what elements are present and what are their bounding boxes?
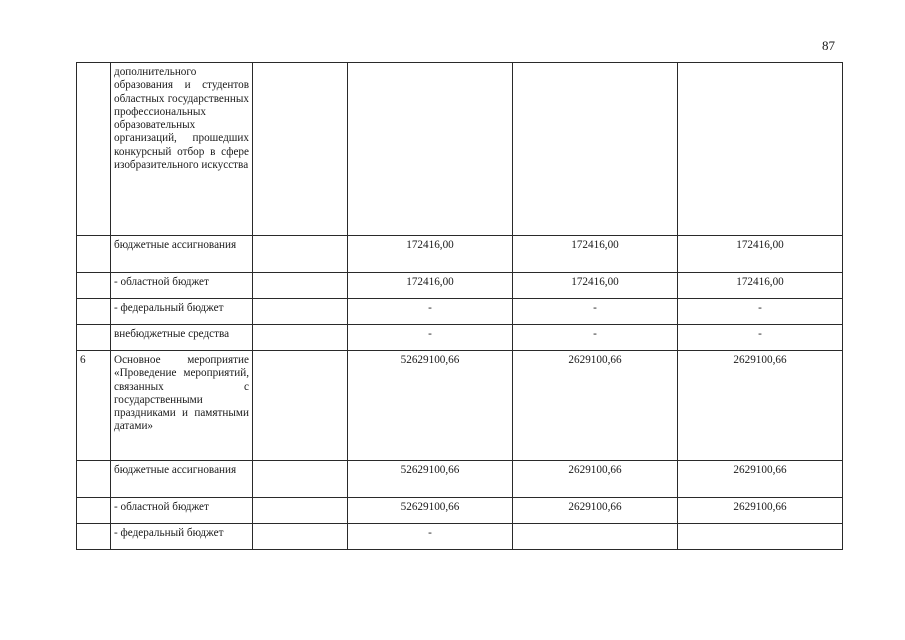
row-name-cell: [111, 351, 253, 461]
value-cell-3: -: [678, 299, 843, 325]
value-cell-1: 52629100,66: [348, 498, 513, 524]
row-name-cell: [111, 236, 253, 273]
row-number-cell: 6: [77, 351, 111, 461]
row-name-text: бюджетные ассигнования: [114, 464, 237, 476]
row-number-cell: [77, 63, 111, 236]
value-cell-2: [513, 63, 678, 236]
empty-cell: [253, 461, 348, 498]
value-cell-3: -: [678, 325, 843, 351]
row-name-cell: [111, 299, 253, 325]
table-row: [77, 351, 843, 461]
row-name-cell: [111, 63, 253, 236]
row-name-cell: [111, 325, 253, 351]
value-cell-3: 2629100,66: [678, 461, 843, 498]
empty-cell: [253, 325, 348, 351]
empty-cell: [253, 299, 348, 325]
value-cell-3: [678, 63, 843, 236]
table-row: [77, 299, 843, 325]
value-cell-2: 2629100,66: [513, 351, 678, 461]
row-name-text: - федеральный бюджет: [114, 527, 224, 539]
row-number-cell: [77, 236, 111, 273]
budget-table: [76, 62, 843, 550]
value-cell-2: [513, 524, 678, 550]
row-name-cell: [111, 524, 253, 550]
value-cell-2: -: [513, 325, 678, 351]
row-name-text: бюджетные ассигнования: [114, 239, 237, 251]
empty-cell: [253, 498, 348, 524]
empty-cell: [253, 236, 348, 273]
value-cell-2: -: [513, 299, 678, 325]
value-cell-1: -: [348, 524, 513, 550]
value-cell-1: 172416,00: [348, 273, 513, 299]
row-name-text: дополнительного образования и студентов областных государственных профессиональных образовательных организаций, прошедших конкурсный отбор в сфере изобразительного искусства: [114, 66, 249, 172]
value-cell-2: 2629100,66: [513, 498, 678, 524]
table-row: [77, 236, 843, 273]
value-cell-3: 2629100,66: [678, 498, 843, 524]
empty-cell: [253, 524, 348, 550]
row-name-text: Основное мероприятие «Проведение мероприятий, связанных с государственными праздниками и памятными датами»: [114, 354, 249, 433]
row-name-text: - федеральный бюджет: [114, 302, 224, 314]
row-number-cell: [77, 299, 111, 325]
empty-cell: [253, 63, 348, 236]
value-cell-2: 172416,00: [513, 273, 678, 299]
row-name-text: внебюджетные средства: [114, 328, 230, 340]
table-row: [77, 498, 843, 524]
table-row: [77, 63, 843, 236]
value-cell-1: 52629100,66: [348, 351, 513, 461]
page-number: 87: [822, 38, 835, 53]
value-cell-3: [678, 524, 843, 550]
row-number-cell: [77, 273, 111, 299]
row-number-cell: [77, 498, 111, 524]
empty-cell: [253, 351, 348, 461]
row-name-cell: [111, 498, 253, 524]
row-name-cell: [111, 273, 253, 299]
row-number-cell: [77, 524, 111, 550]
table-row: [77, 273, 843, 299]
value-cell-3: 172416,00: [678, 236, 843, 273]
value-cell-1: 52629100,66: [348, 461, 513, 498]
row-number-cell: [77, 325, 111, 351]
table-row: [77, 325, 843, 351]
value-cell-1: [348, 63, 513, 236]
value-cell-2: 2629100,66: [513, 461, 678, 498]
value-cell-1: -: [348, 299, 513, 325]
value-cell-1: -: [348, 325, 513, 351]
value-cell-2: 172416,00: [513, 236, 678, 273]
row-number-cell: [77, 461, 111, 498]
row-name-text: - областной бюджет: [114, 276, 209, 288]
row-name-text: - областной бюджет: [114, 501, 209, 513]
value-cell-1: 172416,00: [348, 236, 513, 273]
row-name-cell: [111, 461, 253, 498]
empty-cell: [253, 273, 348, 299]
table-row: [77, 524, 843, 550]
value-cell-3: 172416,00: [678, 273, 843, 299]
table-row: [77, 461, 843, 498]
value-cell-3: 2629100,66: [678, 351, 843, 461]
